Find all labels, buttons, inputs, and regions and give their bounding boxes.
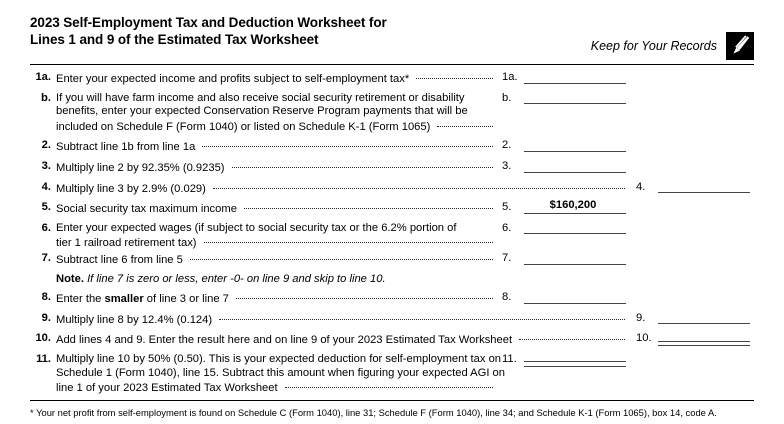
line-text-7 (56, 252, 498, 268)
dot-leader (204, 235, 493, 246)
worksheet-row-7 (30, 252, 754, 268)
answer-input-4[interactable] (656, 181, 754, 195)
worksheet-row-3 (30, 160, 754, 176)
answer-input-8[interactable] (522, 291, 630, 305)
line-text-10 (56, 332, 630, 348)
answer-cell-4[interactable] (630, 181, 754, 195)
line-text-6 (56, 222, 498, 251)
answer-cell-3[interactable] (498, 160, 630, 174)
answer-label-7: 7. (502, 251, 512, 264)
answer-input-6[interactable] (522, 222, 630, 236)
dot-leader (190, 252, 493, 263)
worksheet-row-6 (30, 222, 754, 251)
line-number-5: 5. (41, 201, 51, 214)
dot-leader (232, 160, 493, 171)
pen-icon (726, 32, 754, 60)
answer-cell-2[interactable] (498, 139, 630, 153)
line-10-description: Add lines 4 and 9. Enter the result here and on line 9 of your 2023 Estimated Tax Worksheet (56, 334, 513, 347)
footnote: * Your net profit from self-employment is found on Schedule C (Form 1040), line 31; Schedule F (Form 1040), line 34; and Schedule K-1 (Form 1065), box 14, code A. (30, 406, 717, 418)
line-number-3: 3. (41, 159, 51, 172)
line-text-3 (56, 160, 498, 176)
worksheet-header (30, 0, 754, 64)
keep-for-records-label: Keep for Your Records (590, 39, 717, 53)
dot-leader (244, 201, 493, 212)
worksheet-row-8 (30, 291, 754, 307)
line-8-description-part-2: of line 3 or line 7 (143, 293, 229, 306)
line-8-description-part-1: Enter the (56, 293, 105, 306)
line-number-7: 7. (41, 251, 51, 264)
line-6-description-line-1: Enter your expected wages (if subject to social security tax or the 6.2% portion of (56, 221, 457, 234)
line-text-1b (56, 92, 498, 135)
line-text-1a (56, 71, 498, 87)
worksheet-note (30, 273, 754, 287)
dot-leader (213, 181, 625, 192)
dot-leader (416, 71, 493, 82)
line-text-4 (56, 181, 630, 197)
note-label: Note. (56, 272, 84, 285)
line-1b-description-line-3: included on Schedule F (Form 1040) or listed on Schedule K-1 (Form 1065) (56, 120, 431, 133)
answer-label-5: 5. (502, 201, 512, 214)
answer-label-2: 2. (502, 139, 512, 152)
answer-label-1a: 1a. (502, 71, 518, 83)
dot-leader (202, 139, 493, 150)
line-text-9 (56, 312, 630, 328)
dot-leader (285, 380, 493, 391)
answer-value-slot-5 (522, 201, 630, 215)
answer-value-5: $160,200 (549, 199, 597, 212)
worksheet-row-1b (30, 92, 754, 135)
page-title-line-2: Lines 1 and 9 of the Estimated Tax Worksheet (30, 32, 319, 47)
line-number-10: 10. (35, 332, 51, 345)
answer-cell-8[interactable] (498, 291, 630, 305)
answer-input-9[interactable] (656, 312, 754, 326)
line-text-2 (56, 139, 498, 155)
answer-label-1b: b. (502, 91, 512, 104)
worksheet-row-1a (30, 71, 754, 87)
line-11-description-line-2: Schedule 1 (Form 1040), line 15. Subtract this amount when figuring your expected AGI on (56, 366, 505, 379)
answer-cell-9[interactable] (630, 312, 754, 326)
answer-label-4: 4. (636, 180, 646, 193)
worksheet-row-9 (30, 312, 754, 328)
line-text-5 (56, 201, 498, 217)
answer-cell-11[interactable] (498, 353, 630, 367)
answer-input-1a[interactable] (522, 71, 630, 85)
line-7-description: Subtract line 6 from line 5 (56, 253, 183, 266)
dot-leader (437, 119, 493, 130)
answer-input-2[interactable] (522, 139, 630, 153)
dot-leader (219, 312, 625, 323)
line-9-description: Multiply line 8 by 12.4% (0.124) (56, 313, 213, 326)
line-11-description-line-3: line 1 of your 2023 Estimated Tax Worksheet (56, 382, 278, 395)
answer-label-10: 10. (636, 332, 652, 345)
line-6-description-line-2: tier 1 railroad retirement tax) (56, 237, 197, 250)
dot-leader (236, 291, 493, 302)
worksheet-row-11 (30, 353, 754, 396)
worksheet-rows (30, 71, 754, 396)
line-text-11 (56, 352, 505, 396)
worksheet-row-10 (30, 332, 754, 348)
answer-label-9: 9. (636, 311, 646, 324)
line-number-6: 6. (41, 221, 51, 234)
page-title (30, 14, 387, 48)
worksheet-row-2 (30, 139, 754, 155)
answer-input-3[interactable] (522, 160, 630, 174)
answer-input-10[interactable] (656, 332, 754, 346)
answer-label-11: 11. (502, 352, 517, 365)
line-number-11: 11. (36, 352, 51, 365)
line-number-1b: b. (41, 91, 51, 104)
answer-cell-5 (498, 201, 630, 215)
answer-label-6: 6. (502, 221, 512, 234)
answer-cell-7[interactable] (498, 252, 630, 266)
note-text: If line 7 is zero or less, enter -0- on line 9 and skip to line 10. (87, 272, 386, 285)
footer-divider (30, 400, 754, 401)
answer-label-8: 8. (502, 291, 512, 304)
answer-cell-1b[interactable] (498, 92, 630, 106)
line-1b-description-line-2: benefits, enter your expected Conservation Reserve Program payments that will be (56, 105, 468, 118)
page-title-line-1: 2023 Self-Employment Tax and Deduction Worksheet for (30, 15, 387, 30)
answer-label-3: 3. (502, 159, 512, 172)
answer-input-11[interactable] (522, 353, 630, 367)
line-number-9: 9. (41, 311, 51, 324)
line-5-description: Social security tax maximum income (56, 203, 237, 216)
dot-leader (519, 332, 625, 343)
line-4-description: Multiply line 3 by 2.9% (0.029) (56, 182, 206, 195)
answer-cell-1a[interactable] (498, 71, 630, 85)
line-number-8: 8. (41, 291, 51, 304)
keep-for-records-block (591, 14, 754, 60)
line-number-4: 4. (41, 180, 51, 193)
answer-input-1b[interactable] (522, 92, 630, 106)
line-number-2: 2. (41, 139, 51, 152)
answer-input-7[interactable] (522, 252, 630, 266)
answer-cell-6[interactable] (498, 222, 630, 236)
line-text-8 (56, 291, 498, 307)
line-2-description: Subtract line 1b from line 1a (56, 141, 196, 154)
line-1a-description: Enter your expected income and profits subject to self-employment tax* (56, 73, 410, 85)
line-3-description: Multiply line 2 by 92.35% (0.9235) (56, 161, 225, 174)
answer-cell-10[interactable] (630, 332, 754, 346)
line-11-description-line-1: Multiply line 10 by 50% (0.50). This is your expected deduction for self-employment tax on (56, 352, 502, 365)
worksheet-row-5 (30, 201, 754, 217)
line-number-1a: 1a. (35, 71, 51, 83)
worksheet-row-4 (30, 181, 754, 197)
line-1b-description-line-1: If you will have farm income and also receive social security retirement or disability (56, 91, 465, 104)
header-divider (30, 64, 754, 65)
line-8-emphasis: smaller (104, 293, 144, 306)
